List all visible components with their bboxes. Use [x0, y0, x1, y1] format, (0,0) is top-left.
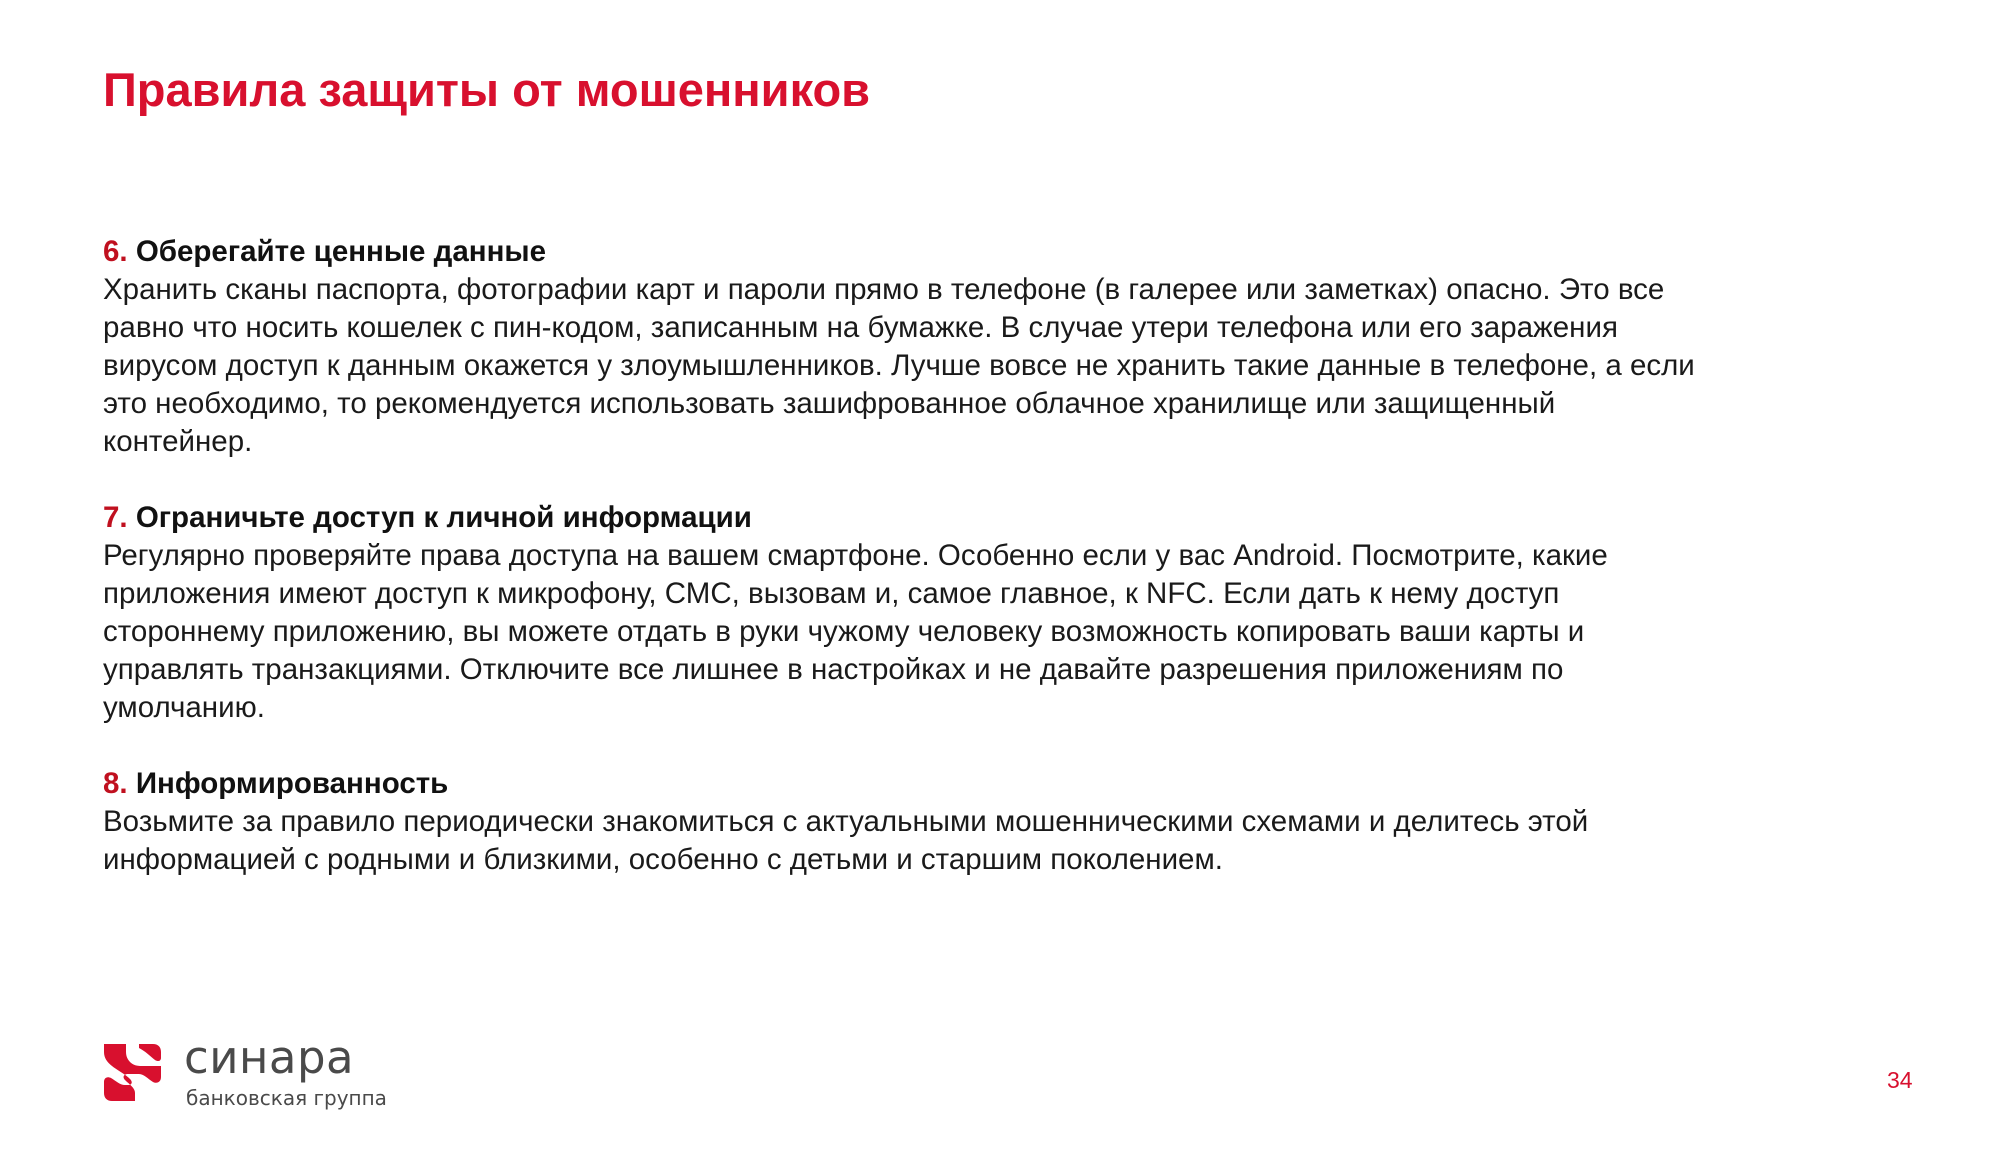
brand-logo [104, 1031, 424, 1114]
rule-line: управлять транзакциями. Отключите все лишнее в настройках и не давайте разрешения приложениям по [103, 653, 1564, 686]
rule-line: стороннему приложению, вы можете отдать в руки чужому человеку возможность копировать ваши карты и [103, 615, 1585, 648]
rule-line: контейнер. [103, 425, 253, 458]
rule-line: равно что носить кошелек с пин-кодом, записанным на бумажке. В случае утери телефона или его заражения [103, 311, 1618, 344]
page-number: 34 [1887, 1067, 1913, 1093]
rule-heading [103, 233, 1943, 271]
rule-item [103, 233, 1943, 461]
rule-line: Хранить сканы паспорта, фотографии карт и пароли прямо в телефоне (в галерее или заметках) опасно. Это все [103, 273, 1665, 306]
rule-number: 6. [103, 235, 128, 268]
rule-line: Возьмите за правило периодически знакомиться с актуальными мошенническими схемами и делитесь этой [103, 805, 1589, 838]
rule-heading [103, 499, 1943, 537]
rule-number: 7. [103, 501, 128, 534]
rule-line: вирусом доступ к данным окажется у злоумышленников. Лучше вовсе не хранить такие данные в телефоне, а если [103, 349, 1695, 382]
rule-line: это необходимо, то рекомендуется использовать зашифрованное облачное хранилище или защищенный [103, 387, 1556, 420]
page-title: Правила защиты от мошенников [103, 63, 871, 116]
logo-name: синара [184, 1031, 355, 1084]
rule-line: умолчанию. [103, 691, 265, 724]
sinara-logo-icon [104, 1044, 161, 1101]
logo-subtitle: банковская группа [186, 1086, 387, 1110]
rule-line: приложения имеют доступ к микрофону, СМС, вызовам и, самое главное, к NFC. Если дать к нему доступ [103, 577, 1560, 610]
rule-title: Информированность [135, 767, 449, 800]
rule-title: Оберегайте ценные данные [135, 235, 547, 268]
rule-line: информацией с родными и близкими, особенно с детьми и старшим поколением. [103, 843, 1223, 876]
rule-line: Регулярно проверяйте права доступа на вашем смартфоне. Особенно если у вас Android. Посмотрите, какие [103, 539, 1608, 572]
rule-title: Ограничьте доступ к личной информации [135, 501, 752, 534]
rule-item [103, 765, 1943, 879]
rule-item [103, 499, 1943, 727]
rules-list [103, 233, 1943, 917]
rule-number: 8. [103, 767, 128, 800]
rule-heading [103, 765, 1943, 803]
